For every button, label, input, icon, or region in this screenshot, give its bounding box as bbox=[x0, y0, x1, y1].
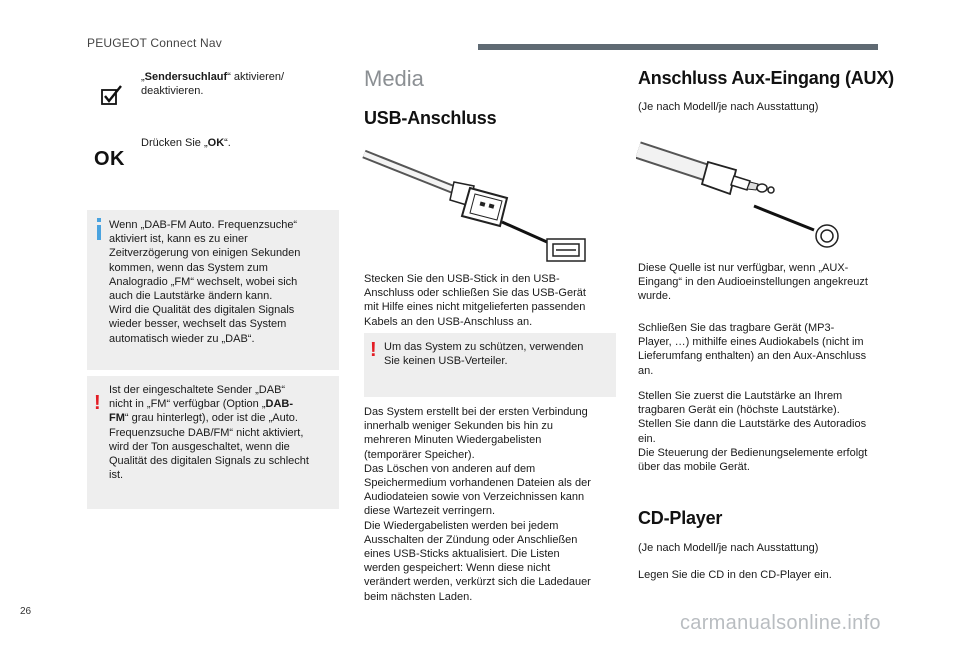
aux-jack-illustration bbox=[636, 132, 846, 252]
header-bar bbox=[478, 44, 878, 50]
sendersuchlauf-instruction: „Sendersuchlauf“ aktivieren/ deaktivieren. bbox=[141, 71, 285, 98]
cd-availability-note: (Je nach Modell/je nach Ausstattung) bbox=[638, 542, 819, 554]
warning-icon: ! bbox=[94, 392, 101, 414]
page-number: 26 bbox=[20, 606, 32, 617]
cd-heading: CD-Player bbox=[638, 508, 723, 528]
aux-p2: Schließen Sie das tragbare Gerät (MP3- Player, …) mithilfe eines Audiokabels (nicht im Lieferumfang enthalten) an den Aux-Anschluss an. bbox=[638, 322, 867, 377]
watermark: carmanualsonline.info bbox=[680, 612, 881, 634]
usb-warning-text: Um das System zu schützen, verwenden Sie keinen USB-Verteiler. bbox=[384, 341, 584, 368]
aux-availability-note: (Je nach Modell/je nach Ausstattung) bbox=[638, 101, 819, 113]
usb-instruction-text: Stecken Sie den USB-Stick in den USB- Anschluss oder schließen Sie das USB-Gerät mit Hilfe eines nicht mitgelieferten passenden Kabels an den USB-Anschluss an. bbox=[364, 273, 586, 328]
ok-instruction: Drücken Sie „OK“. bbox=[141, 137, 231, 149]
checkbox-checked-icon bbox=[100, 84, 124, 106]
header-title: PEUGEOT Connect Nav bbox=[87, 36, 222, 50]
aux-p1: Diese Quelle ist nur verfügbar, wenn „AUX- Eingang“ in den Audioeinstellungen angekreuzt wurde. bbox=[638, 262, 868, 303]
warning-note-text: Ist der eingeschaltete Sender „DAB“ nicht in „FM“ verfügbar (Option „DAB- FM“ grau hinterlegt), oder ist die „Auto. Frequenzsuche DAB/FM“ nicht aktiviert, wird der Ton ausgeschaltet, wenn die Qualität des digitalen Signals zu schlecht ist. bbox=[109, 384, 309, 482]
usb-heading: USB-Anschluss bbox=[364, 108, 497, 128]
ok-icon: OK bbox=[94, 148, 125, 170]
aux-heading: Anschluss Aux-Eingang (AUX) bbox=[638, 68, 894, 88]
info-icon bbox=[96, 218, 102, 240]
usb-connector-illustration bbox=[362, 146, 592, 266]
media-heading: Media bbox=[364, 66, 424, 91]
cd-instruction: Legen Sie die CD in den CD-Player ein. bbox=[638, 569, 832, 581]
info-note-text: Wenn „DAB-FM Auto. Frequenzsuche“ aktiviert ist, kann es zu einer Zeitverzögerung von einigen Sekunden kommen, wenn das System zum Analogradio „FM“ wechselt, wobei sich auch die Lautstärke ändern kann. Wird die Qualität des digitalen Signals wieder besser, wechselt das System automatisch wieder zu „DAB“. bbox=[109, 219, 301, 345]
warning-icon: ! bbox=[370, 339, 377, 361]
aux-p3: Stellen Sie zuerst die Lautstärke an Ihrem tragbaren Gerät ein (höchste Lautstärke). Stellen Sie dann die Lautstärke des Autoradios ein. Die Steuerung der Bedienungselemente erfolgt über das mobile Gerät. bbox=[638, 390, 868, 474]
usb-playlist-text: Das System erstellt bei der ersten Verbindung innerhalb weniger Sekunden bis hin zu mehreren Minuten Wiedergabelisten (temporärer Speicher). Das Löschen von anderen auf dem Speichermedium vorhandenen Dateien als der Audiodateien sowie von Verzeichnissen kann diese Wartezeit verringern. Die Wiedergabelisten werden bei jedem Ausschalten der Zündung oder Anschließen eines USB-Sticks aktualisiert. Die Listen werden gespeichert: Wenn diese nicht verändert werden, verkürzt sich die Ladedauer beim nächsten Laden. bbox=[364, 406, 591, 603]
